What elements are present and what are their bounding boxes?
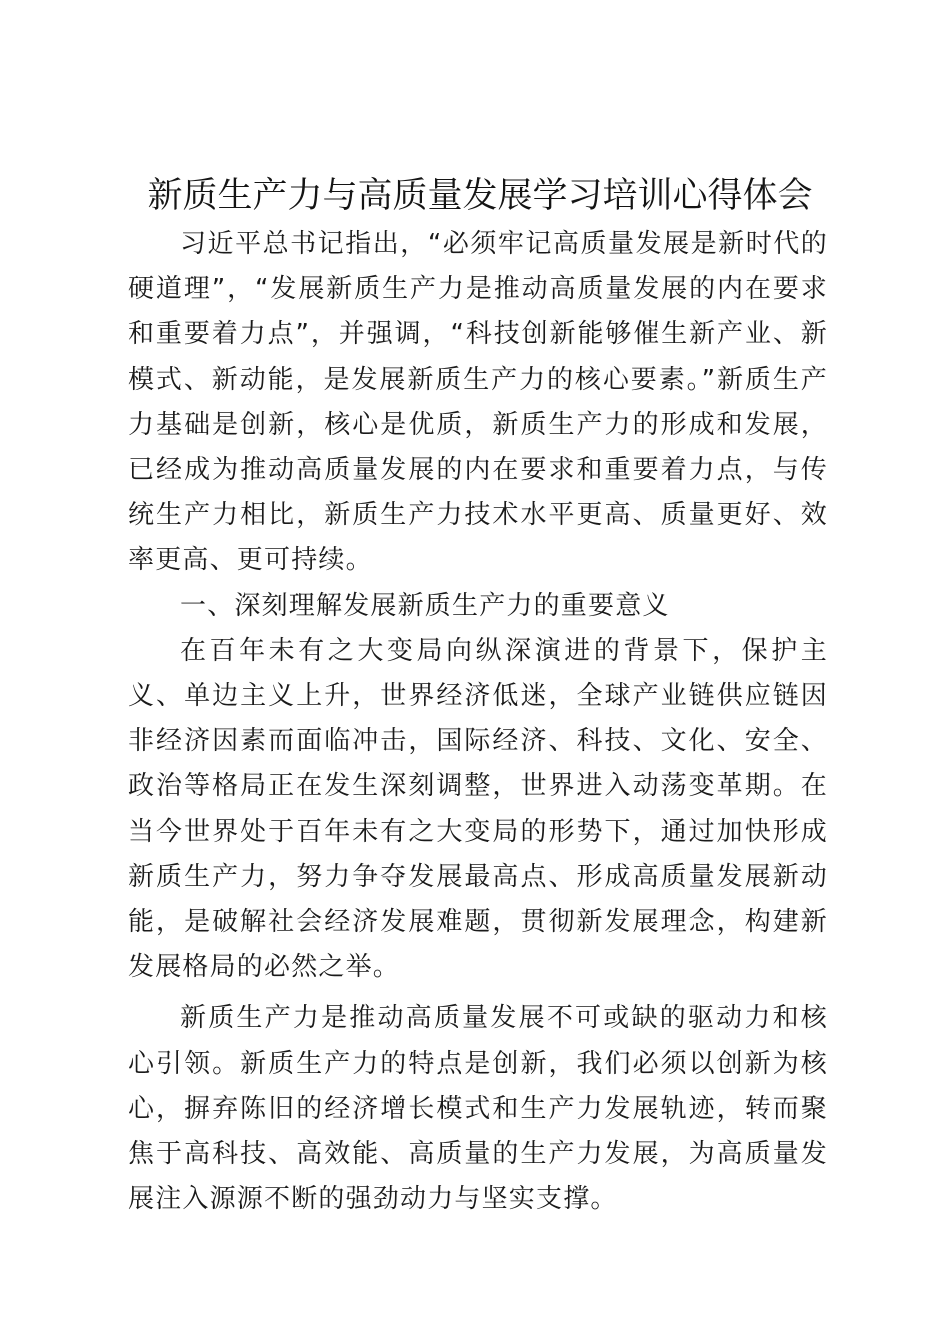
document-title: 新质生产力与高质量发展学习培训心得体会 [147,176,813,216]
paragraph-background: 在百年未有之大变局向纵深演进的背景下，保护主义、单边主义上升，世界经济低迷，全球产业链供应链因非经济因素而面临冲击，国际经济、科技、文化、安全、政治等格局正在发生深刻调整，世界进入动荡变革期。在当今世界处于百年未有之大变局的形势下，通过加快形成新质生产力，努力争夺发展最高点、形成高质量发展新动能，是破解社会经济发展难题，贯彻新发展理念，构建新发展格局的必然之举。 [128,635,828,983]
document-body [128,222,828,1222]
paragraph-intro: 习近平总书记指出，“必须牢记高质量发展是新时代的硬道理”，“发展新质生产力是推动高质量发展的内在要求和重要着力点”，并强调，“科技创新能够催生新产业、新模式、新动能，是发展新质生产力的核心要素。”新质生产力基础是创新，核心是优质，新质生产力的形成和发展，已经成为推动高质量发展的内在要求和重要着力点，与传统生产力相比，新质生产力技术水平更高、质量更好、效率更高、更可持续。 [128,229,828,576]
paragraph-driving-force: 新质生产力是推动高质量发展不可或缺的驱动力和核心引领。新质生产力的特点是创新，我们必须以创新为核心，摒弃陈旧的经济增长模式和生产力发展轨迹，转而聚焦于高科技、高效能、高质量的生产力发展，为高质量发展注入源源不断的强劲动力与坚实支撑。 [128,1003,828,1215]
section-heading-1: 一、深刻理解发展新质生产力的重要意义 [180,590,670,621]
